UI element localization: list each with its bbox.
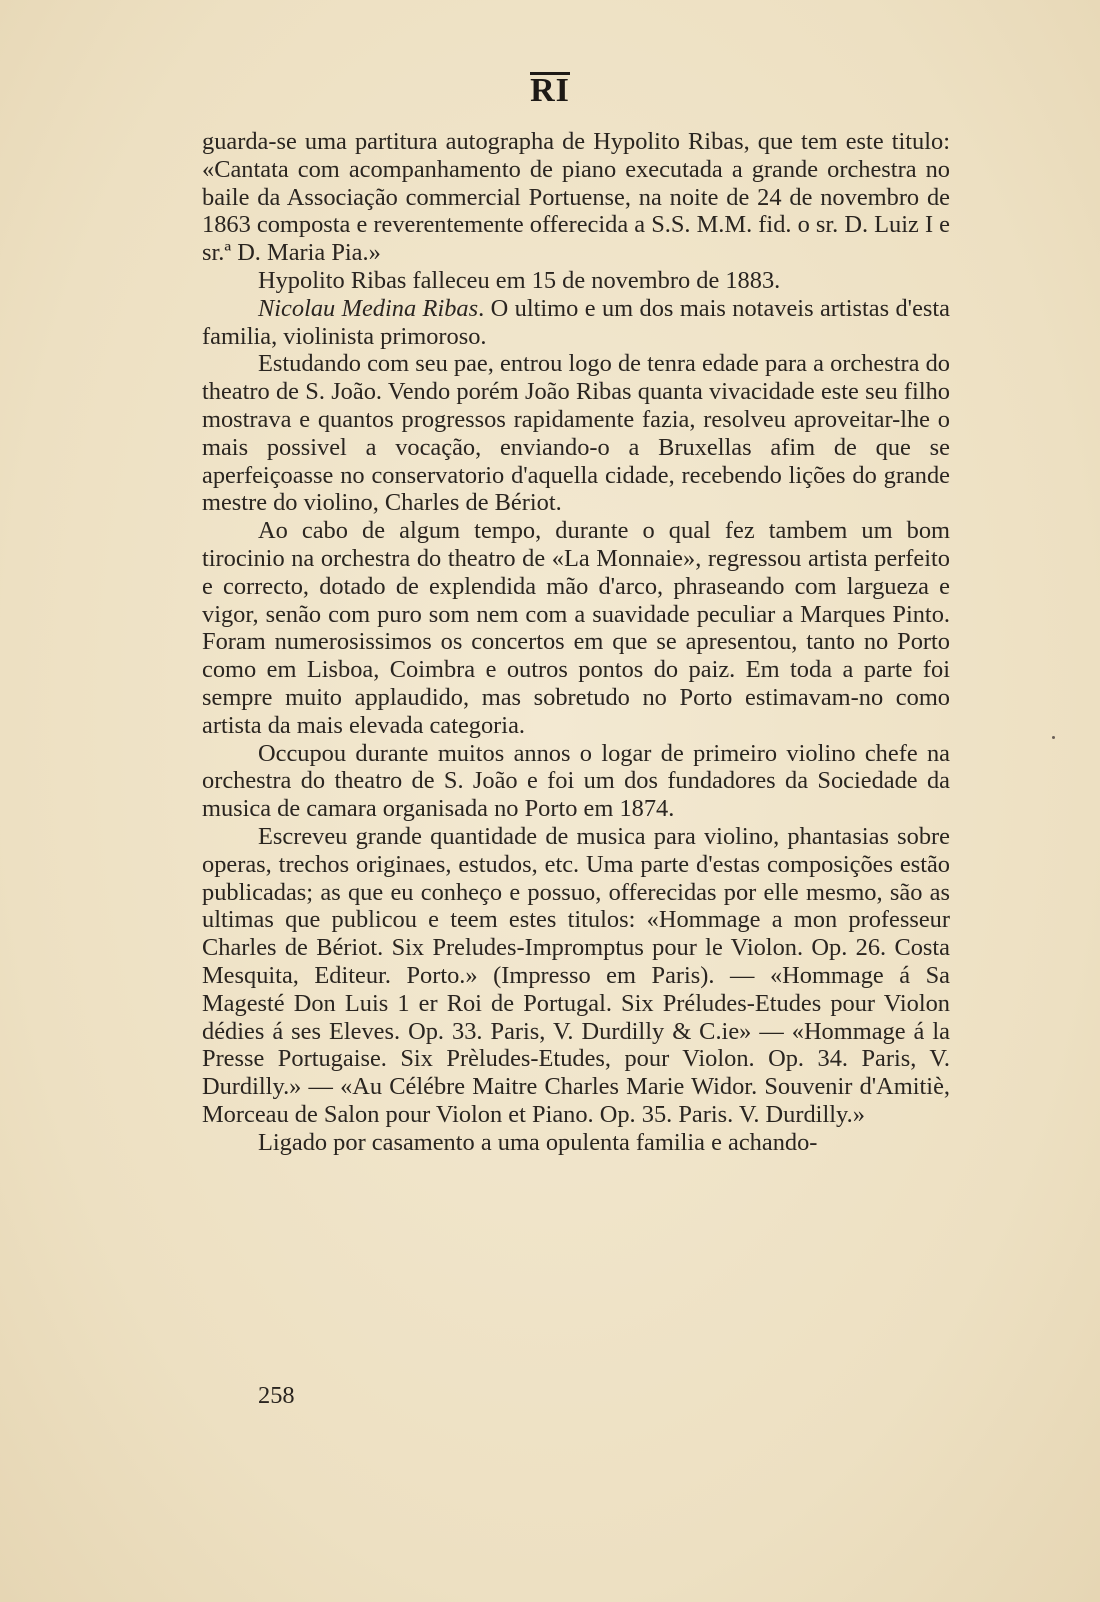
paragraph-text: guarda-se uma partitura autographa de Hypolito Ribas, que tem este titulo: «Cantata com acompanhamento de piano executada a grande orchestra no baile da Associação commercial Portuense, na noite de 24 de novembro de 1863 composta e reverentemente offerecida a S.S. M.M. fid. o sr. D. Luiz I e sr.ª D. Maria Pia.» bbox=[202, 128, 950, 267]
page-number: 258 bbox=[258, 1382, 295, 1409]
running-head bbox=[0, 72, 1100, 110]
paragraph-text: Estudando com seu pae, entrou logo de tenra edade para a orchestra do theatro de S. João. Vendo porém João Ribas quanta vivacidade este seu filho mostrava e quantos progressos rapidamente fazia, resolveu aproveitar-lhe o mais possivel a vocação, enviando-o a Bruxellas afim de que se aperfeiçoasse no conservatorio d'aquella cidade, recebendo lições do grande mestre do violino, Charles de Bériot. bbox=[202, 350, 950, 517]
paragraph bbox=[202, 350, 950, 517]
paragraph-text: Escreveu grande quantidade de musica para violino, phantasias sobre operas, trechos originaes, estudos, etc. Uma parte d'estas composições estão publicadas; as que eu conheço e possuo, offerecidas por elle mesmo, são as ultimas que publicou e teem estes titulos: «Hommage a mon professeur Charles de Bériot. Six Preludes-Impromptus pour le Violon. Op. 26. Costa Mesquita, Editeur. Porto.» (Impresso em Paris). — «Hommage á Sa Magesté Don Luis 1 er Roi de Portugal. Six Préludes-Etudes pour Violon dédies á ses Eleves. Op. 33. Paris, V. Durdilly & C.ie» — «Hommage á la Presse Portugaise. Six Prèludes-Etudes, pour Violon. Op. 34. Paris, V. Durdilly.» — «Au Célébre Maitre Charles Marie Widor. Souvenir d'Amitiè, Morceau de Salon pour Violon et Piano. Op. 35. Paris. V. Durdilly.» bbox=[202, 822, 950, 1128]
paragraph-text: Ao cabo de algum tempo, durante o qual fez tambem um bom tirocinio na orchestra do theatro de «La Monnaie», regressou artista perfeito e correcto, dotado de explendida mão d'arco, phraseando com largueza e vigor, senão com puro som nem com a suavidade peculiar a Marques Pinto. Foram numerosissimos os concertos em que se apresentou, tanto no Porto como em Lisboa, Coimbra e outros pontos do paiz. Em toda a parte foi sempre muito applaudido, mas sobretudo no Porto estimavam-no como artista da mais elevada categoria. bbox=[202, 517, 950, 739]
paragraph-text: Ligado por casamento a uma opulenta familia e achando- bbox=[258, 1128, 818, 1156]
paragraph bbox=[202, 295, 950, 351]
paragraph bbox=[202, 1129, 950, 1157]
paragraph bbox=[202, 128, 950, 267]
body-text bbox=[202, 128, 950, 1156]
paragraph bbox=[202, 823, 950, 1129]
italic-name: Nicolau Medina Ribas bbox=[258, 294, 479, 322]
running-head-text: RI bbox=[530, 72, 570, 109]
paragraph-text: . O ultimo e um dos mais notaveis artistas d'esta familia, violinista primoroso. bbox=[202, 294, 950, 350]
paragraph bbox=[202, 740, 950, 823]
paper-speck bbox=[1052, 736, 1055, 739]
paragraph-text: Hypolito Ribas falleceu em 15 de novembro de 1883. bbox=[258, 266, 781, 294]
paragraph bbox=[202, 267, 950, 295]
paragraph bbox=[202, 517, 950, 739]
paragraph-text: Occupou durante muitos annos o logar de primeiro violino chefe na orchestra do theatro de S. João e foi um dos fundadores da Sociedade da musica de camara organisada no Porto em 1874. bbox=[202, 739, 950, 823]
